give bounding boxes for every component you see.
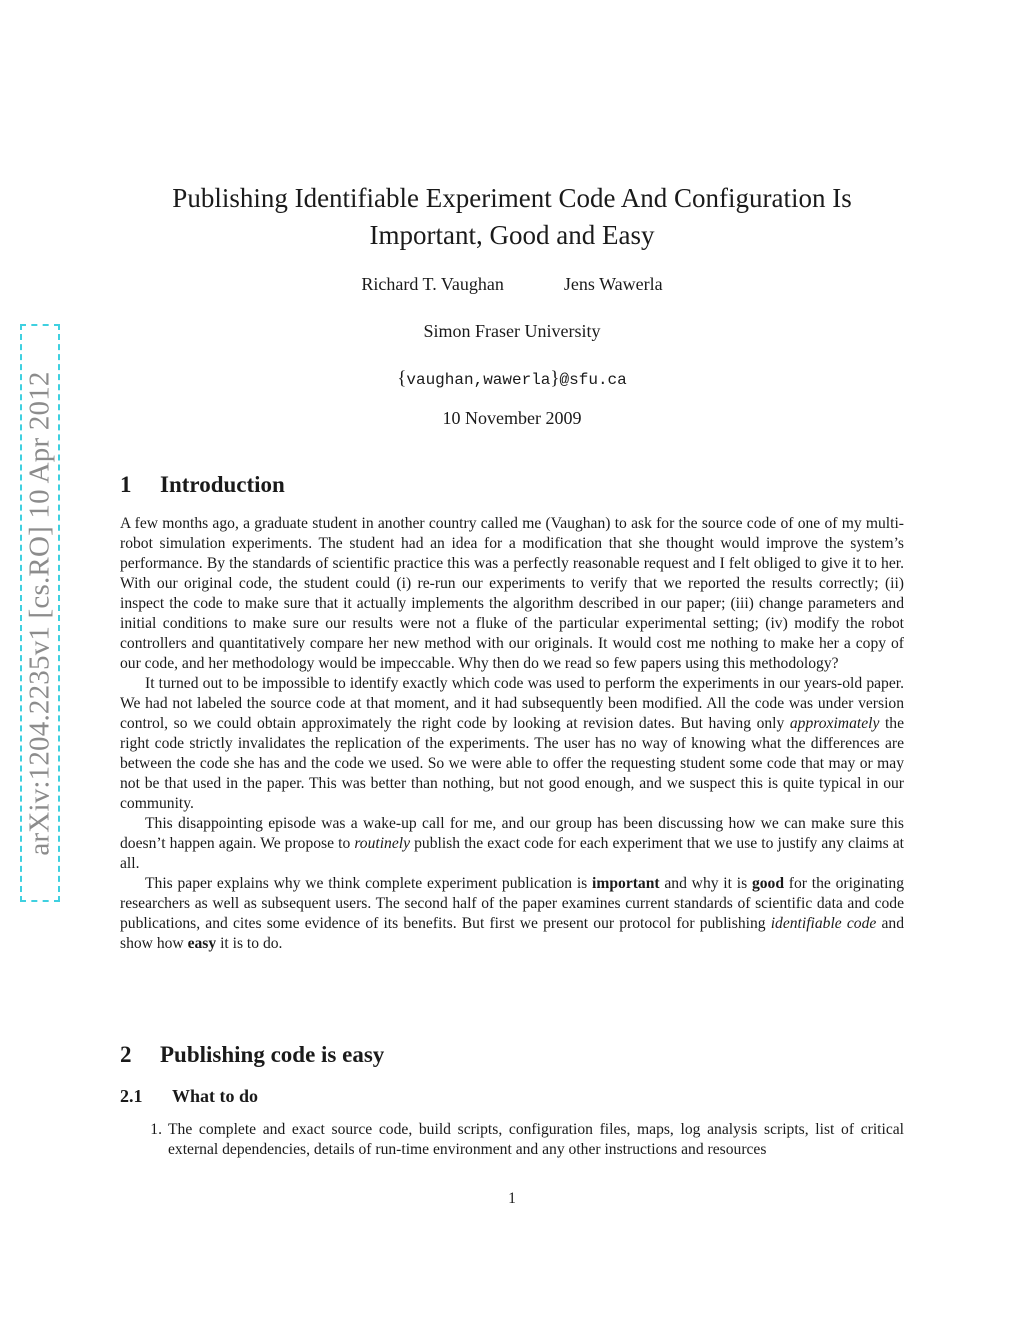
bold-term: good <box>751 875 785 892</box>
affiliation: Simon Fraser University <box>423 321 601 341</box>
email-open-brace: { <box>397 368 407 389</box>
subsection-heading-what-to-do <box>120 1086 258 1107</box>
introduction-body <box>120 514 904 954</box>
paragraph: This disappointing episode was a wake-up call for me, and our group has been discussing how we can make sure this doesn’t happen again. We propose to routinely publish the exact code for each experiment that we use to justify any claims at all. <box>120 815 904 872</box>
subsection-number: 2.1 <box>120 1086 143 1106</box>
arxiv-stamp <box>20 324 60 902</box>
paragraph: This paper explains why we think complete experiment publication is important and why it is good for the originating researchers as well as subsequent users. The second half of the paper examines current standards of scientific data and code publications, and cites some evidence of its benefits. But first we present our protocol for publishing identifiable code and show how easy it is to do. <box>120 875 905 952</box>
bold-term: important <box>592 875 660 892</box>
email-domain: @sfu.ca <box>559 371 627 389</box>
enumerated-list <box>120 1120 904 1160</box>
subsection-title: What to do <box>172 1086 259 1106</box>
arxiv-identifier: arXiv:1204.2235v1 [cs.RO] 10 Apr 2012 <box>23 370 56 856</box>
emphasis: approximately <box>789 715 880 732</box>
author-name: Richard T. Vaughan <box>361 274 504 294</box>
section-number: 1 <box>120 472 132 497</box>
section-number: 2 <box>120 1042 132 1067</box>
paragraph: It turned out to be impossible to identify exactly which code was used to perform the experiments in our years-old paper. We had not labeled the source code at that moment, and it had subsequently been modified. All the code was under version control, so we could obtain approximately the right code by looking at revision dates. But having only approximately the right code strictly invalidates the replication of the experiments. The user has no way of knowing what the differences are between the code she has and the code we used. So we were able to offer the requesting student some code that may or may not be that used in the paper. This was better than nothing, but not good enough, and we suspect this is quite typical in our community. <box>120 675 904 812</box>
email-users: vaughan,wawerla <box>406 371 551 389</box>
paper-title: Publishing Identifiable Experiment Code And Configuration Is Important, Good and Easy <box>172 183 852 250</box>
section-title: Publishing code is easy <box>160 1042 385 1067</box>
author-name: Jens Wawerla <box>563 274 663 294</box>
list-item <box>120 1120 904 1160</box>
list-item-text: The complete and exact source code, build scripts, configuration files, maps, log analysis scripts, list of critical external dependencies, details of run-time environment and any other instructions and resources <box>168 1121 904 1158</box>
section-heading-publishing <box>120 1042 384 1068</box>
emphasis: identifiable code <box>770 915 877 932</box>
section-heading-introduction <box>120 472 285 498</box>
email-close-brace: } <box>550 368 560 389</box>
emphasis: routinely <box>354 835 411 852</box>
author-email <box>120 368 904 390</box>
author-list <box>120 274 904 295</box>
paper-date: 10 November 2009 <box>442 408 582 428</box>
section-title: Introduction <box>160 472 285 497</box>
list-item-number: 1. <box>150 1121 162 1138</box>
page-number: 1 <box>508 1190 516 1207</box>
paragraph: A few months ago, a graduate student in another country called me (Vaughan) to ask for the source code of one of my multi-robot simulation experiments. The student had an idea for a modification that she thought would improve the system’s performance. By the standards of scientific practice this was a perfectly reasonable request and I felt obliged to give it to her. With our original code, the student could (i) re-run our experiments to verify that we reported the results correctly; (ii) inspect the code to make sure that it actually implements the algorithm described in our paper; (iii) change parameters and initial conditions to make sure our results were not a fluke of the particular experimental setting; (iv) modify the robot controllers and quantitatively compare her new method with our originals. It would cost me nothing to make her a copy of our code, and her methodology would be impeccable. Why then do we read so few papers using this methodology? <box>120 515 904 672</box>
bold-term: easy <box>187 935 217 952</box>
